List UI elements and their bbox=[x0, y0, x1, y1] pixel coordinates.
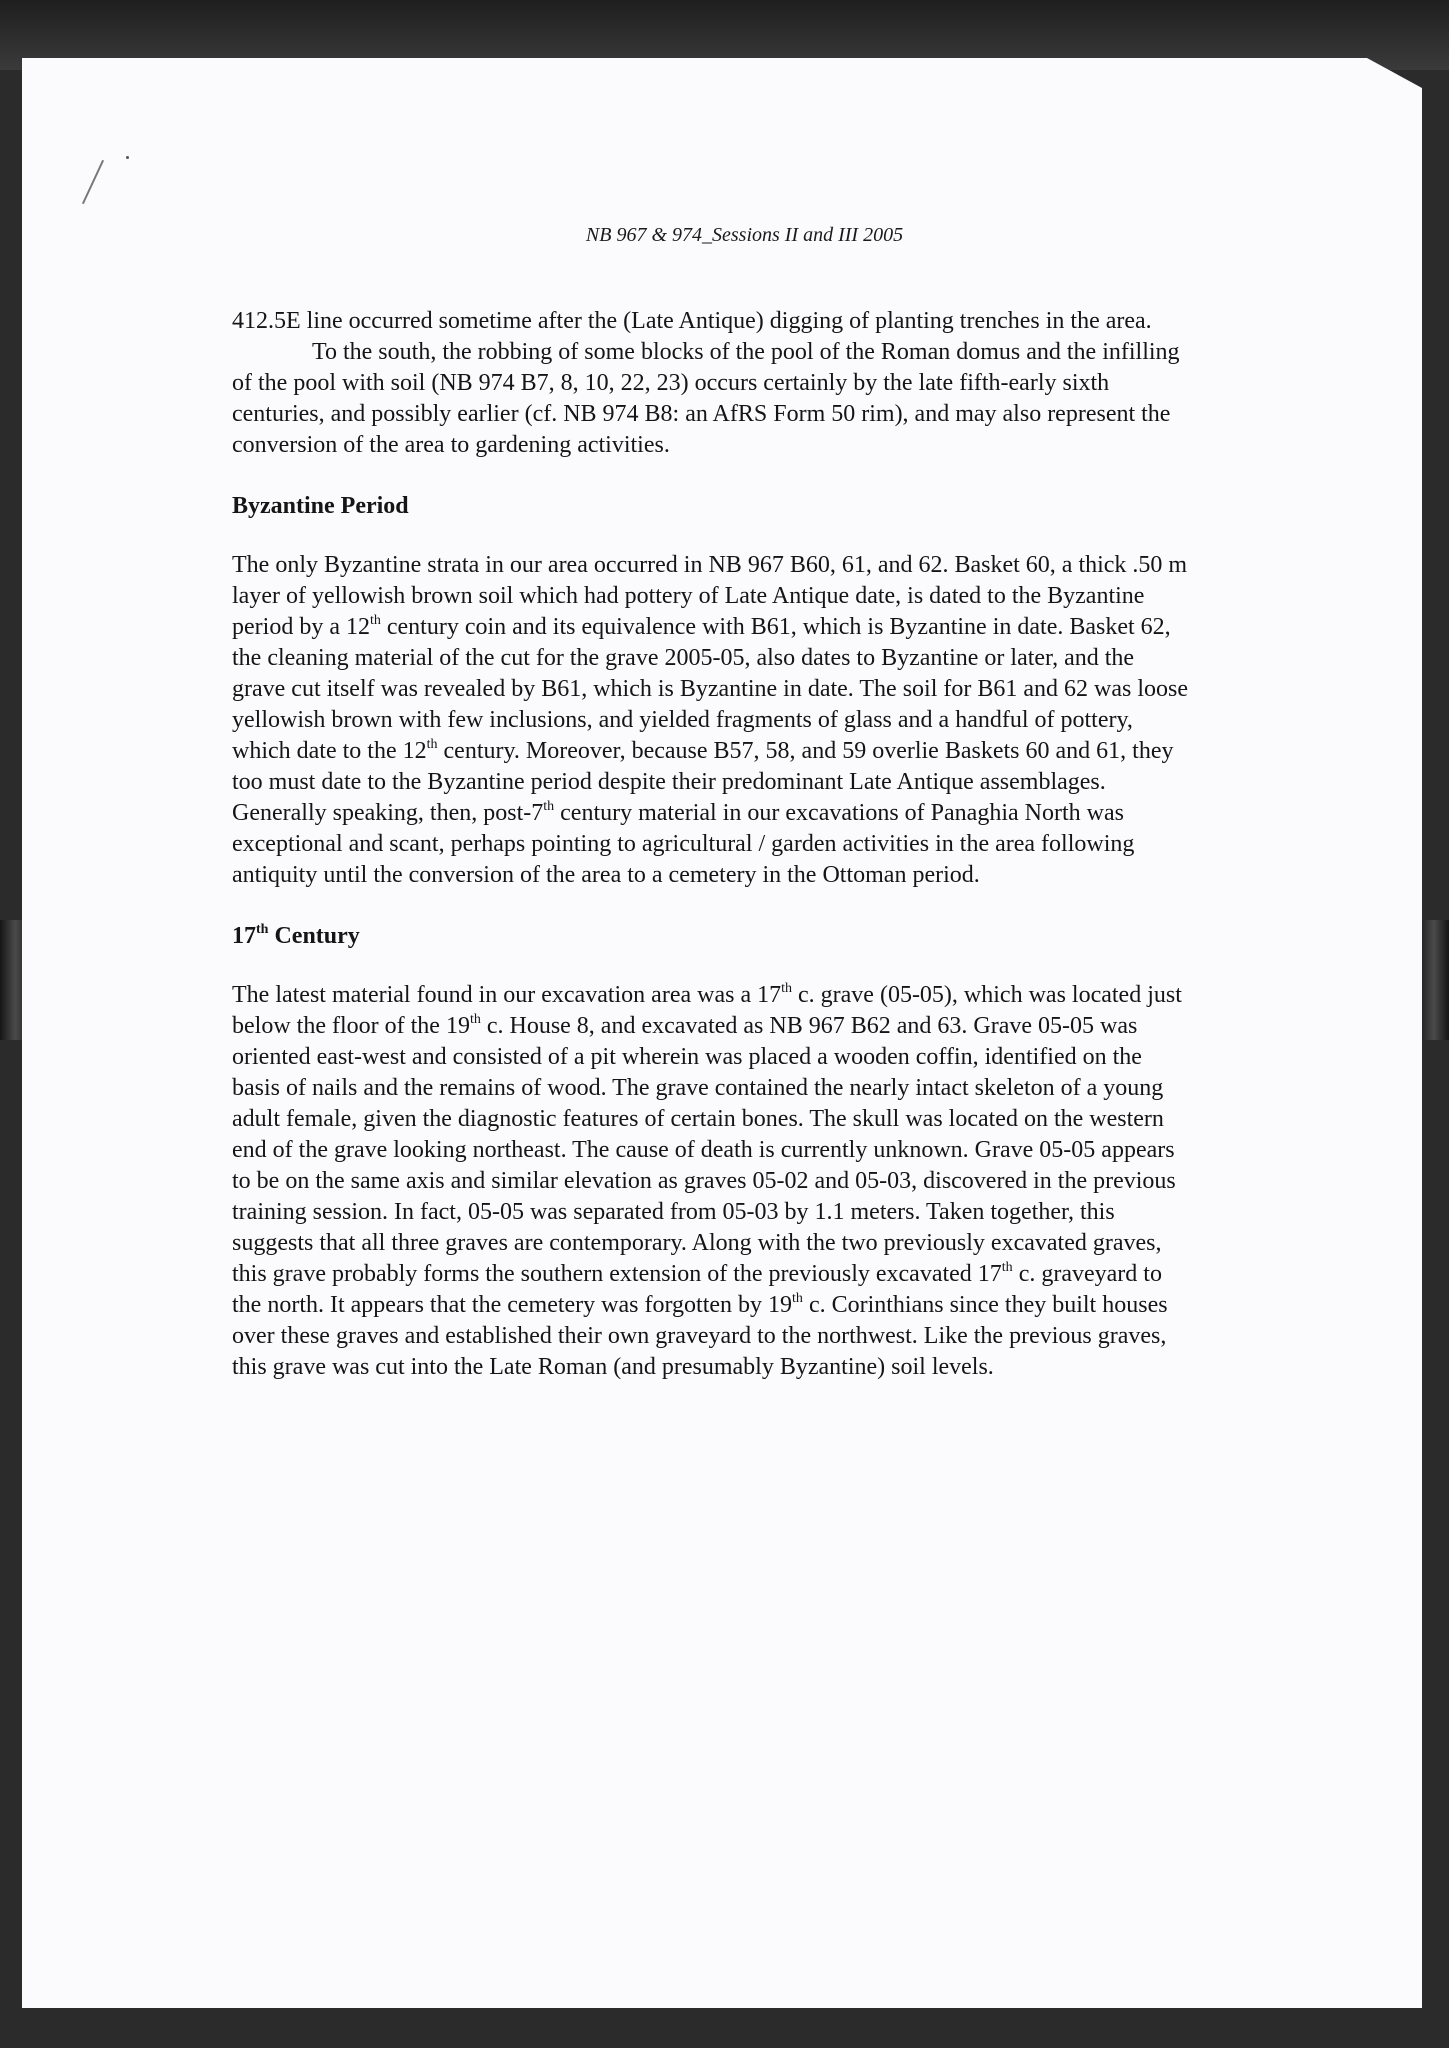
century-text-a: The latest material found in our excavation area was a 17 bbox=[232, 982, 782, 1008]
heading-word: Century bbox=[268, 923, 360, 949]
document-body bbox=[232, 306, 1192, 1383]
ink-dot bbox=[126, 156, 129, 159]
binder-clip-right bbox=[1419, 920, 1449, 1040]
century-text-c: c. House 8, and excavated as NB 967 B62 and 63. Grave 05-05 was oriented east-west and consisted of a pit wherein was placed a wooden coffin, identified on the basis of nails and the remains of wood. The grave contained the nearly intact skeleton of a young adult female, given the diagnostic features of certain bones. The skull was located on the western end of the grave looking northeast. The cause of death is currently unknown. Grave 05-05 appears to be on the same axis and similar elevation as graves 05-02 and 05-03, discovered in the previous training session. In fact, 05-05 was separated from 05-03 by 1.1 meters. Taken together, this suggests that all three graves are contemporary. Along with the two previously excavated graves, this grave probably forms the southern extension of the previously excavated 17 bbox=[232, 1013, 1176, 1287]
ordinal-sup: th bbox=[781, 981, 792, 996]
ordinal-sup: th bbox=[543, 799, 555, 814]
heading-number: 17 bbox=[232, 923, 256, 949]
heading-17th-century bbox=[232, 921, 1192, 952]
century-text-b: c. grave (05-05), which was located just below the floor of the 19 bbox=[232, 982, 1182, 1039]
page-header bbox=[0, 224, 1449, 247]
byzantine-text-b: century coin and its equivalence with B61, which is Byzantine in date. Basket 62, the cleaning material of the cut for the grave 2005-05, also dates to Byzantine or later, and the grave cut itself was revealed by B61, which is Byzantine in date. The soil for B61 and 62 was loose yellowish brown with few inclusions, and yielded fragments of glass and a handful of pottery, which date to the 12 bbox=[232, 614, 1188, 764]
century-text-d: c. graveyard to the north. It appears that the cemetery was forgotten by 19 bbox=[232, 1261, 1162, 1318]
heading-byzantine-period: Byzantine Period bbox=[232, 493, 409, 519]
byzantine-text-a: The only Byzantine strata in our area occurred in NB 967 B60, 61, and 62. Basket 60, a thick .50 m layer of yellowish brown soil which had pottery of Late Antique date, is dated to the Byzantine period by a 12 bbox=[232, 552, 1188, 640]
century-text-e: c. Corinthians since they built houses over these graves and established their own graveyard to the northwest. Like the previous graves, this grave was cut into the Late Roman (and presumably Byzantine) soil levels. bbox=[232, 1292, 1168, 1380]
paragraph-17th-century bbox=[232, 980, 1192, 1383]
paragraph-byzantine bbox=[232, 550, 1192, 891]
ordinal-sup: th bbox=[426, 737, 438, 752]
header-text: NB 967 & 974_Sessions II and III 2005 bbox=[585, 224, 904, 246]
ordinal-sup: th bbox=[256, 922, 269, 937]
ordinal-sup: th bbox=[369, 613, 381, 628]
byzantine-text-c: century. Moreover, because B57, 58, and 59 overlie Baskets 60 and 61, they too must date to the Byzantine period despite their predominant Late Antique assemblages. Generally speaking, then, post-7 bbox=[232, 738, 1174, 826]
ordinal-sup: th bbox=[469, 1012, 481, 1027]
byzantine-text-d: century material in our excavations of Panaghia North was exceptional and scant, perhaps pointing to agricultural / garden activities in the area following antiquity until the conversion of the area to a cemetery in the Ottoman period. bbox=[232, 800, 1135, 888]
ordinal-sup: th bbox=[792, 1291, 803, 1306]
paragraph-intro-continued: 412.5E line occurred sometime after the (Late Antique) digging of planting trenches in the area. bbox=[232, 308, 1152, 334]
ordinal-sup: th bbox=[1001, 1260, 1013, 1275]
paragraph-south-pool: To the south, the robbing of some blocks of the pool of the Roman domus and the infilling of the pool with soil (NB 974 B7, 8, 10, 22, 23) occurs certainly by the late fifth-early sixth centuries, and possibly earlier (cf. NB 974 B8: an AfRS Form 50 rim), and may also represent the conversion of the area to gardening activities. bbox=[232, 339, 1180, 458]
pen-mark bbox=[82, 160, 104, 204]
